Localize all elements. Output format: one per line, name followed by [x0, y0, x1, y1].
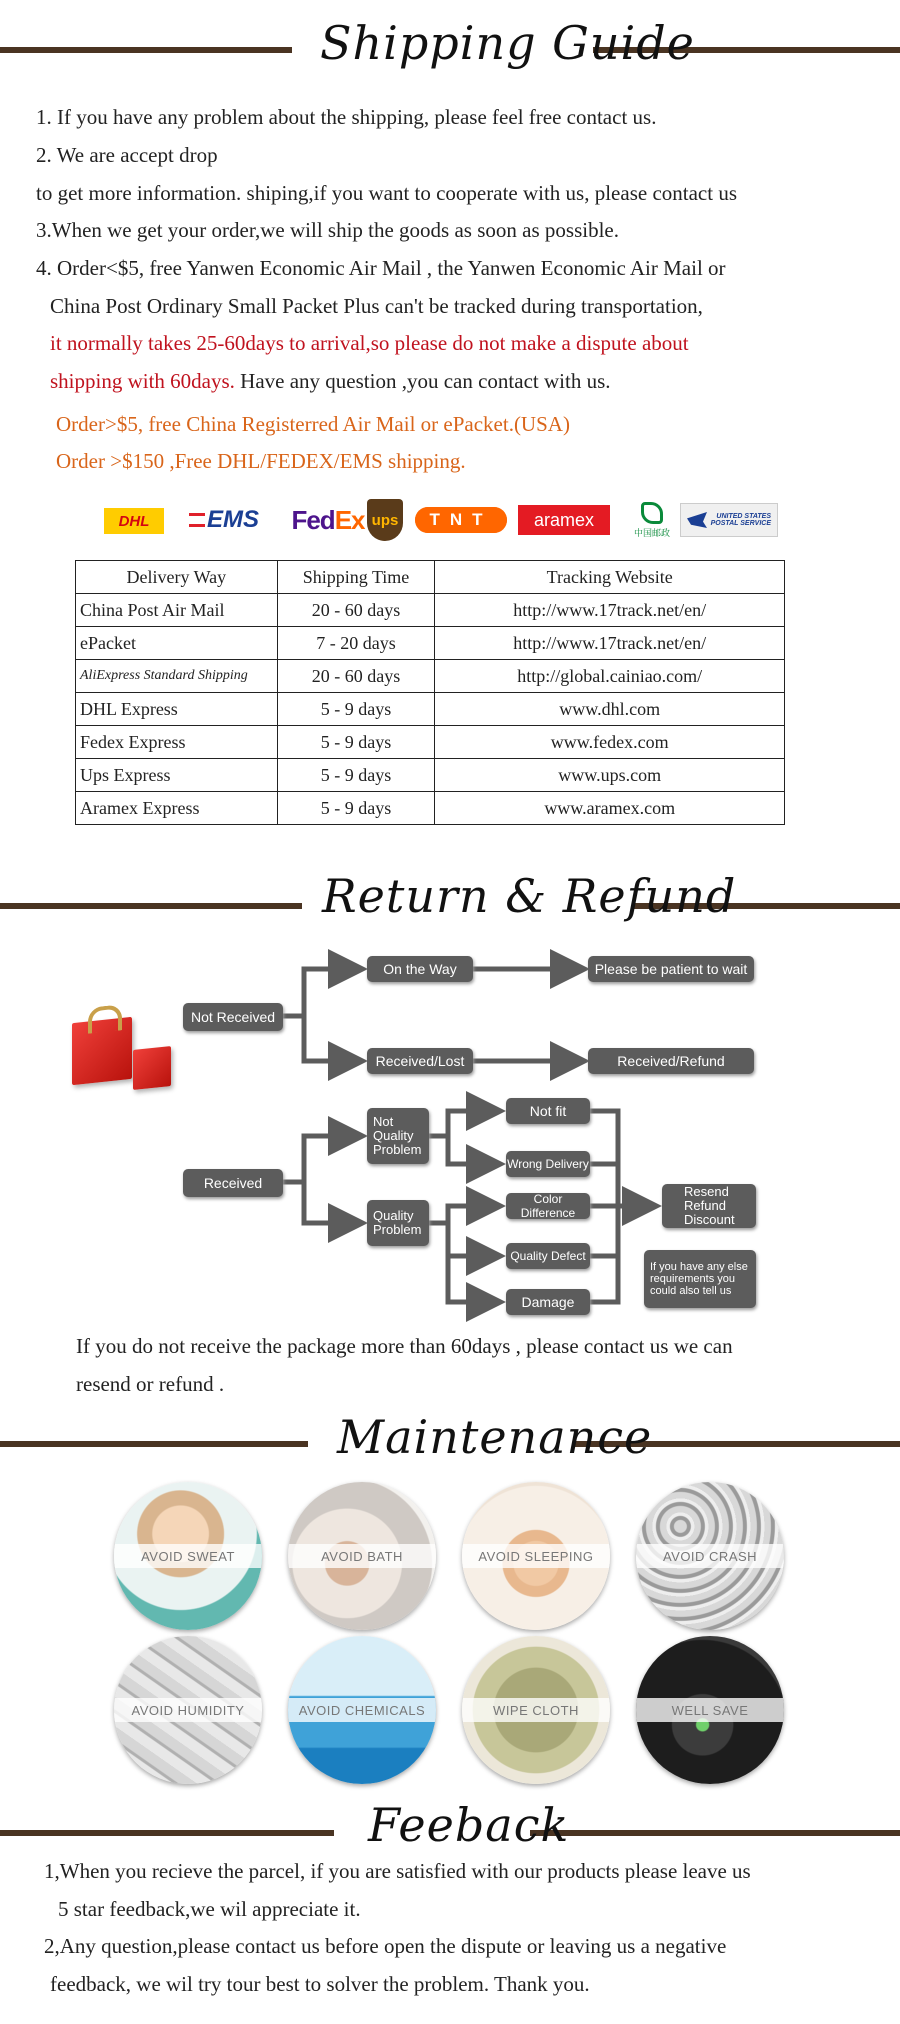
- table-header-cell: Delivery Way: [76, 561, 278, 594]
- quality-defect-box: Quality Defect: [506, 1243, 590, 1269]
- table-cell: 20 - 60 days: [277, 594, 435, 627]
- shipping-offer-2: Order >$150 ,Free DHL/FEDEX/EMS shipping.: [56, 449, 466, 473]
- avoid-humidity-icon: [114, 1636, 262, 1784]
- any-else-box: If you have any else requirements you could also tell us: [644, 1250, 756, 1308]
- shipping-warning-red: shipping with 60days.: [50, 369, 235, 393]
- resend-refund-box: Resend Refund Discount: [662, 1184, 756, 1228]
- maintenance-label: WELL SAVE: [636, 1698, 784, 1722]
- shipping-line-2: 2. We are accept drop: [36, 143, 218, 167]
- table-header-cell: Tracking Website: [435, 561, 785, 594]
- fedex-logo-ex: Ex: [334, 504, 365, 535]
- received-box: Received: [183, 1169, 283, 1197]
- fedex-logo-fed: Fed: [291, 504, 335, 535]
- shipping-line-1: 1. If you have any problem about the shipping, please feel free contact us.: [36, 105, 657, 129]
- table-cell: 5 - 9 days: [277, 693, 435, 726]
- tnt-logo-text: TNT: [415, 507, 506, 533]
- table-cell: ePacket: [76, 627, 278, 660]
- table-link-cell[interactable]: http://global.cainiao.com/: [435, 660, 785, 693]
- avoid-crash-icon: [636, 1482, 784, 1630]
- table-cell: 7 - 20 days: [277, 627, 435, 660]
- wipe-cloth-icon: [462, 1636, 610, 1784]
- avoid-bath-icon: [288, 1482, 436, 1630]
- be-patient-box: Please be patient to wait: [588, 956, 754, 982]
- not-received-box: Not Received: [183, 1003, 283, 1031]
- on-the-way-box: On the Way: [367, 956, 473, 982]
- shipping-offer-1: Order>$5, free China Registerred Air Mail or ePacket.(USA): [56, 412, 570, 436]
- dhl-logo-text: DHL: [118, 512, 150, 530]
- maintenance-label: AVOID HUMIDITY: [114, 1698, 262, 1722]
- feedback-line-4: feedback, we wil try tour best to solver the problem. Thank you.: [50, 1972, 590, 1996]
- usps-logo-line2: POSTAL SERVICE: [710, 520, 771, 527]
- maintenance-title: Maintenance: [337, 1410, 653, 1464]
- well-save-icon: [636, 1636, 784, 1784]
- table-cell: Ups Express: [76, 759, 278, 792]
- table-cell: China Post Air Mail: [76, 594, 278, 627]
- received-lost-box: Received/Lost: [367, 1048, 473, 1074]
- table-link-cell[interactable]: http://www.17track.net/en/: [435, 627, 785, 660]
- maintenance-rule-left: [0, 1441, 308, 1447]
- table-cell: 5 - 9 days: [277, 726, 435, 759]
- feedback-rule-left: [0, 1830, 334, 1836]
- table-cell: Aramex Express: [76, 792, 278, 825]
- avoid-chemicals-icon: [288, 1636, 436, 1784]
- table-cell: AliExpress Standard Shipping: [76, 660, 278, 693]
- table-header-cell: Shipping Time: [277, 561, 435, 594]
- table-cell: 20 - 60 days: [277, 660, 435, 693]
- shipping-line-5: 4. Order<$5, free Yanwen Economic Air Mail , the Yanwen Economic Air Mail or: [36, 256, 726, 280]
- table-cell: 5 - 9 days: [277, 759, 435, 792]
- refund-note-1: If you do not receive the package more than 60days , please contact us we can: [76, 1334, 733, 1358]
- wrong-delivery-box: Wrong Delivery: [506, 1151, 590, 1177]
- avoid-sleeping-icon: [462, 1482, 610, 1630]
- table-cell: DHL Express: [76, 693, 278, 726]
- feedback-line-1: 1,When you recieve the parcel, if you are satisfied with our products please leave us: [44, 1859, 751, 1883]
- not-quality-box: Not Quality Problem: [367, 1108, 429, 1164]
- maintenance-label: AVOID CRASH: [636, 1544, 784, 1568]
- shipping-warning-rest: Have any question ,you can contact with us.: [234, 369, 611, 393]
- color-difference-box: Color Difference: [506, 1193, 590, 1219]
- aramex-logo-text: aramex: [533, 509, 595, 530]
- ups-logo-text: ups: [371, 511, 399, 529]
- maintenance-label: AVOID CHEMICALS: [288, 1698, 436, 1722]
- table-cell: 5 - 9 days: [277, 792, 435, 825]
- table-link-cell[interactable]: http://www.17track.net/en/: [435, 594, 785, 627]
- shipping-warning-1: it normally takes 25-60days to arrival,so please do not make a dispute about: [50, 331, 689, 355]
- maintenance-label: AVOID SWEAT: [114, 1544, 262, 1568]
- damage-box: Damage: [506, 1289, 590, 1315]
- table-link-cell[interactable]: www.aramex.com: [435, 792, 785, 825]
- chinapost-logo-text: 中国邮政: [633, 527, 670, 538]
- quality-box: Quality Problem: [367, 1200, 429, 1246]
- maintenance-label: AVOID BATH: [288, 1544, 436, 1568]
- maintenance-label: WIPE CLOTH: [462, 1698, 610, 1722]
- small-bag-icon: [133, 1046, 171, 1090]
- shopping-bag-handle-icon: [88, 1004, 122, 1034]
- shipping-line-3: to get more information. shiping,if you want to cooperate with us, please contact us: [36, 181, 737, 205]
- feedback-rule-right: [530, 1830, 900, 1836]
- shipping-line-6: China Post Ordinary Small Packet Plus can't be tracked during transportation,: [50, 294, 703, 318]
- feedback-line-3: 2,Any question,please contact us before open the dispute or leaving us a negative: [44, 1934, 727, 1958]
- refund-title: Return & Refund: [322, 869, 737, 923]
- received-refund-box: Received/Refund: [588, 1048, 754, 1074]
- shipping-line-4: 3.When we get your order,we will ship the goods as soon as possible.: [36, 218, 619, 242]
- refund-note-2: resend or refund .: [76, 1372, 225, 1396]
- usps-logo-line1: UNITED STATES: [716, 513, 771, 520]
- table-link-cell[interactable]: www.ups.com: [435, 759, 785, 792]
- feedback-line-2: 5 star feedback,we wil appreciate it.: [58, 1897, 361, 1921]
- not-fit-box: Not fit: [506, 1098, 590, 1124]
- shipping-title: Shipping Guide: [320, 16, 695, 70]
- maintenance-label: AVOID SLEEPING: [462, 1544, 610, 1568]
- table-link-cell[interactable]: www.dhl.com: [435, 693, 785, 726]
- avoid-sweat-icon: [114, 1482, 262, 1630]
- table-cell: Fedex Express: [76, 726, 278, 759]
- feedback-title: Feeback: [368, 1798, 570, 1852]
- ems-logo-text: EMS: [206, 506, 259, 533]
- table-link-cell[interactable]: www.fedex.com: [435, 726, 785, 759]
